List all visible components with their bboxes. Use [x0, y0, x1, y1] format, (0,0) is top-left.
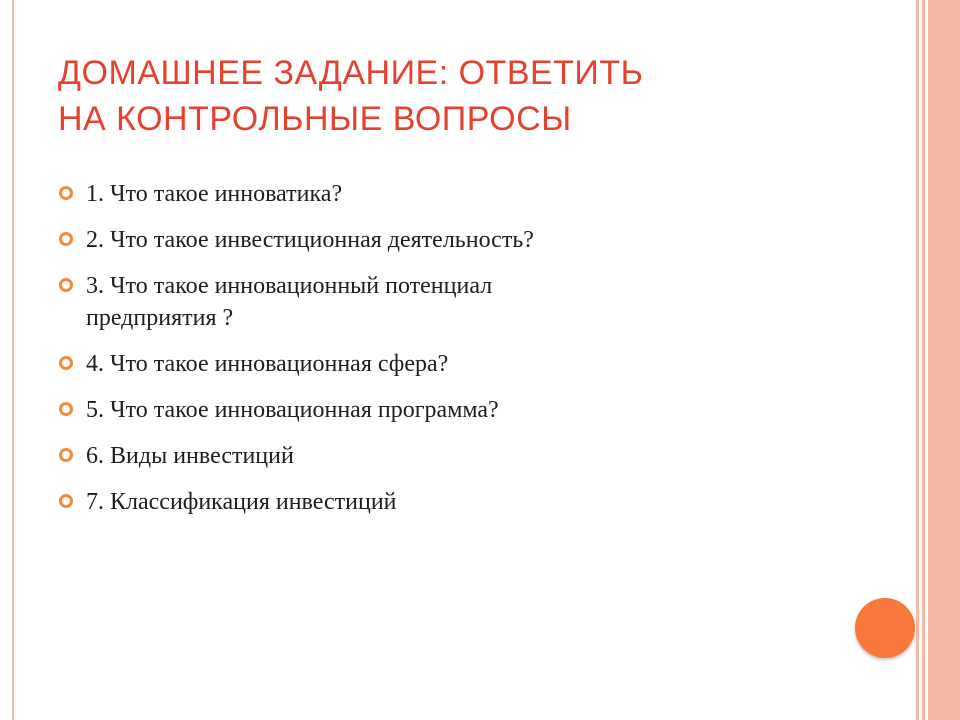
question-item-3 [58, 270, 798, 334]
right-decorative-stripes [916, 0, 960, 720]
question-item-2 [58, 224, 798, 256]
ring-bullet-icon [59, 186, 73, 200]
stripe-thin-2 [922, 0, 925, 720]
question-text-1: 1. Что такое инноватика? [86, 181, 343, 207]
slide-title-line-1: ДОМАШНЕЕ ЗАДАНИЕ: ОТВЕТИТЬ [58, 54, 644, 92]
stripe-wide [928, 0, 960, 720]
question-text-7: 7. Классификация инвестиций [86, 489, 397, 515]
slide-title-line-2: НА КОНТРОЛЬНЫЕ ВОПРОСЫ [58, 100, 572, 138]
question-item-1 [58, 178, 798, 210]
question-text-2: 2. Что такое инвестиционная деятельность? [86, 227, 534, 253]
stripe-thin-1 [916, 0, 919, 720]
ring-bullet-icon [59, 448, 73, 462]
question-list [58, 178, 798, 532]
slide-title [58, 50, 878, 142]
question-text-5: 5. Что такое инновационная программа? [86, 397, 499, 423]
question-text-3-line-2: предприятия ? [86, 305, 234, 331]
ring-bullet-icon [59, 402, 73, 416]
ring-bullet-icon [59, 494, 73, 508]
question-item-7 [58, 486, 798, 518]
ring-bullet-icon [59, 356, 73, 370]
orange-accent-circle [855, 598, 915, 658]
question-item-5 [58, 394, 798, 426]
question-item-6 [58, 440, 798, 472]
ring-bullet-icon [59, 278, 73, 292]
question-text-4: 4. Что такое инновационная сфера? [86, 351, 449, 377]
ring-bullet-icon [59, 232, 73, 246]
question-item-4 [58, 348, 798, 380]
question-text-6: 6. Виды инвестиций [86, 443, 294, 469]
question-text-3-line-1: 3. Что такое инновационный потенциал [86, 273, 493, 299]
